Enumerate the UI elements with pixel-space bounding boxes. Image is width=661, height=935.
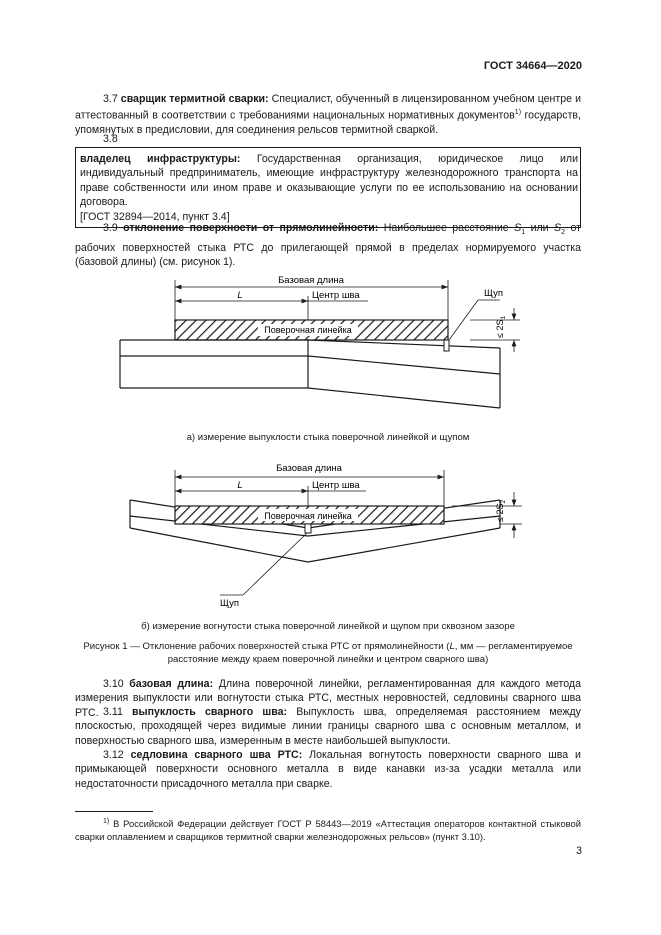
definition-text: Длина поверочной линейки, регламентированная для каждого метода измерения выпуклости или вогнутости стыка РТС, местных неровностей, седловины сварного шва РТС.	[75, 678, 581, 719]
term: базовая длина:	[129, 678, 214, 690]
conjunction: или	[530, 222, 549, 234]
figure-1-caption	[75, 640, 581, 666]
clause-number: 3.12	[103, 749, 124, 761]
figure-b-diagram	[0, 458, 661, 618]
definition-text: Специалист, обученный в лицензированном учебном центре и аттестованный в соответствии с требованиями национальных нормативных документов	[75, 93, 581, 122]
probe-label: Щуп	[220, 598, 240, 609]
definition-text-cont: от рабочих поверхностей стыка РТС до прилегающей прямой в пределах нормируемого участка (базовой длины) (см. рисунок 1).	[75, 222, 581, 268]
quoted-definition-box	[75, 147, 581, 228]
page-number: 3	[576, 845, 582, 857]
symbol-s1-sub: 1	[521, 229, 526, 237]
term: отклонение поверхности от прямолинейности:	[123, 222, 379, 234]
definition-text: Государственная организация, юридическое лицо или индивидуальный предприниматель, имеющие инфраструктуру железнодорожного транспорта на праве собственности или ином праве и оказывающие услуги по ее использованию на основании договора.	[80, 153, 578, 209]
caption-symbol: L	[449, 641, 455, 652]
paragraph-3-12	[75, 748, 581, 791]
definition-text: Локальная вогнутость поверхности сварного шва и примыкающей поверхности основного металла в виде канавки из-за усадки металла или недостаточности присадочного металла при сварке.	[75, 749, 581, 790]
caption-part: расстояние между краем поверочной линейки и центром сварного шва)	[167, 654, 489, 665]
s2-label: ≤ $2S_2$	[495, 499, 507, 522]
clause-number: 3.9	[103, 222, 118, 234]
figure-a-caption: а) измерение выпуклости стыка поверочной линейкой и щупом	[186, 432, 470, 443]
ruler-label: Поверочная линейка	[264, 511, 352, 521]
footnote-mark: 1)	[103, 818, 110, 825]
footnote-separator	[75, 811, 153, 812]
figure-b-caption: б) измерение вогнутости стыка поверочной линейкой и щупом при сквозном зазоре	[141, 621, 515, 632]
base-length-label: Базовая длина	[276, 463, 342, 474]
base-length-label: Базовая длина	[278, 275, 344, 286]
term: седловина сварного шва РТС:	[130, 749, 303, 761]
term: владелец инфраструктуры:	[80, 153, 241, 165]
paragraph-3-9	[75, 221, 581, 269]
definition-text: Наибольшее расстояние	[383, 222, 509, 234]
weld-center-label: Центр шва	[312, 290, 360, 301]
s1-label: ≤ $2S_1$	[495, 315, 507, 338]
caption-part: Рисунок 1 — Отклонение рабочих поверхностей стыка РТС от прямолинейности (	[83, 641, 450, 652]
clause-number: 3.11	[103, 706, 123, 718]
symbol-s2: S	[554, 222, 562, 234]
footnote	[75, 815, 581, 843]
clause-number: 3.7	[103, 93, 118, 105]
source-reference: [ГОСТ 32894—2014, пункт 3.4]	[80, 210, 230, 223]
l-label: L	[237, 290, 243, 301]
feeler-gauge	[444, 340, 449, 351]
clause-number-3-8: 3.8	[103, 133, 118, 145]
clause-number: 3.10	[103, 678, 124, 690]
caption-part: , мм — регламентируемое	[454, 641, 573, 652]
paragraph-3-7	[75, 92, 581, 138]
document-code: ГОСТ 34664—2020	[483, 60, 582, 72]
feeler-gauge	[305, 524, 311, 533]
probe-label: Щуп	[484, 288, 504, 299]
definition-text: Выпуклость шва, определяемая расстоянием между плоскостью, проходящей через видимые линии границы сварного шва с основным металлом, и поверхностью сварного шва, измеренным в месте наибольшей выпуклости.	[75, 706, 581, 747]
term: сварщик термитной сварки:	[120, 93, 269, 105]
symbol-s2-sub: 2	[561, 229, 566, 237]
footnote-text: В Российской Федерации действует ГОСТ Р 58443—2019 «Аттестация операторов контактной стыковой сварки оплавлением и сварщиков термитной сварки железнодорожных рельсов» (пункт 3.10).	[75, 818, 581, 843]
paragraph-3-11	[75, 705, 581, 748]
definition-text-cont: государств, упомянутых в предисловии, для соединения рельсов термитной сваркой.	[75, 109, 581, 137]
symbol-s1: S	[514, 222, 522, 234]
ruler-label: Поверочная линейка	[264, 325, 352, 335]
figure-a-diagram	[0, 268, 661, 428]
weld-center-label: Центр шва	[312, 480, 360, 491]
term: выпуклость сварного шва:	[132, 706, 288, 718]
footnote-ref: 1)	[514, 109, 522, 117]
l-label: L	[237, 480, 243, 491]
